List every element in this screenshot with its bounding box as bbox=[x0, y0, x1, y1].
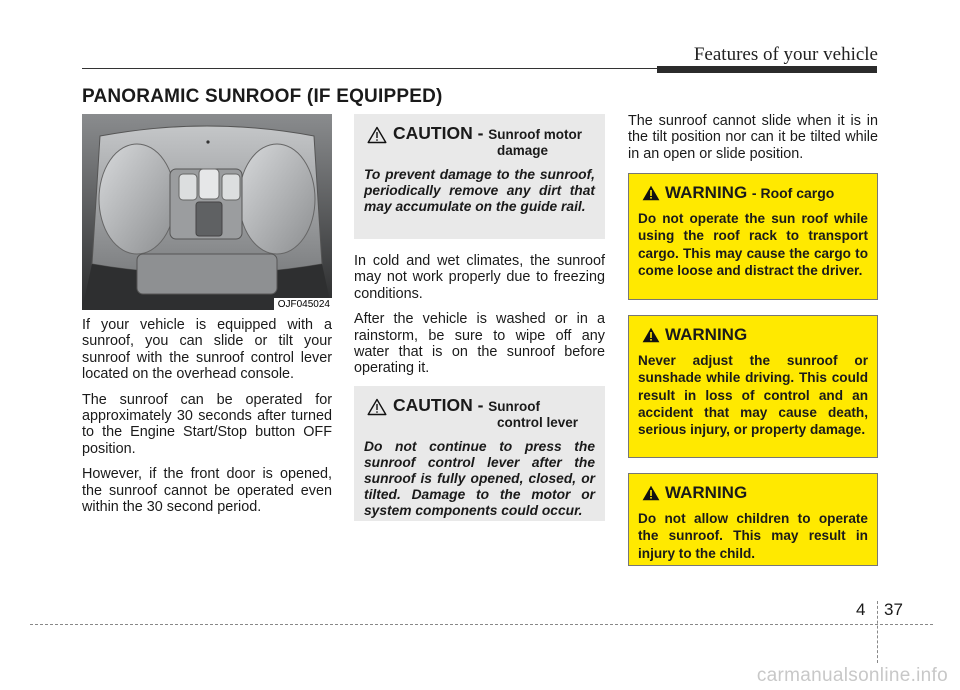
warning-triangle-icon bbox=[642, 185, 660, 201]
caution-label: CAUTION - bbox=[393, 123, 484, 143]
column-3-text bbox=[628, 113, 878, 171]
paragraph: The sunroof cannot slide when it is in the tilt position nor can it be tilted while in an open or slide position. bbox=[628, 113, 878, 162]
paragraph: After the vehicle is washed or in a rainstorm, be sure to wipe off any water that is on the sunroof before operating it. bbox=[354, 311, 605, 377]
warning-title bbox=[665, 183, 834, 203]
paragraph: However, if the front door is opened, the sunroof cannot be operated even within the 30 second period. bbox=[82, 466, 332, 516]
caution-label: CAUTION - bbox=[393, 395, 484, 415]
footer-rule bbox=[30, 624, 933, 625]
warning-label: WARNING bbox=[665, 183, 748, 202]
figure-code: OJF045024 bbox=[274, 298, 332, 310]
caution-title bbox=[393, 124, 582, 144]
warning-subtitle: - Roof cargo bbox=[751, 185, 835, 201]
chapter-number: 4 bbox=[856, 600, 866, 619]
column-1-text bbox=[82, 317, 332, 524]
warning-body: Do not operate the sun roof while using the roof rack to transport cargo. This may cause the cargo to come loose and distract the driver. bbox=[638, 211, 868, 278]
column-2-text bbox=[354, 253, 605, 386]
warning-header bbox=[637, 483, 868, 503]
overhead-console-illustration bbox=[82, 114, 332, 310]
caution-triangle-icon bbox=[367, 398, 387, 416]
overhead-console-photo bbox=[82, 114, 332, 310]
caution-header bbox=[363, 396, 595, 416]
footer-divider bbox=[877, 601, 878, 663]
caution-box-motor-damage bbox=[354, 114, 605, 239]
caution-title bbox=[393, 396, 540, 416]
header-bar bbox=[657, 66, 877, 73]
caution-body: Do not continue to press the sunroof control lever after the sunroof is fully opened, closed, or tilted. Damage to the motor or system components could occur. bbox=[364, 439, 595, 518]
caution-box-control-lever bbox=[354, 386, 605, 521]
warning-header bbox=[637, 325, 868, 345]
section-title: PANORAMIC SUNROOF (IF EQUIPPED) bbox=[82, 86, 443, 107]
warning-triangle-icon bbox=[642, 485, 660, 501]
caution-header bbox=[363, 124, 595, 144]
warning-box-driving-adjust bbox=[628, 315, 878, 458]
caution-subtitle-continued: damage bbox=[497, 143, 549, 158]
warning-triangle-icon bbox=[642, 327, 660, 343]
paragraph: If your vehicle is equipped with a sunroof, you can slide or tilt your sunroof with the sunroof control lever located on the overhead console. bbox=[82, 317, 332, 383]
caution-subtitle: Sunroof bbox=[488, 399, 541, 414]
warning-title: WARNING bbox=[665, 483, 748, 502]
watermark: carmanualsonline.info bbox=[756, 665, 948, 686]
caution-triangle-icon bbox=[367, 126, 387, 144]
warning-box-roof-cargo bbox=[628, 173, 878, 300]
caution-body: To prevent damage to the sunroof, periodically remove any dirt that may accumulate on the guide rail. bbox=[364, 167, 595, 214]
warning-header bbox=[637, 183, 868, 203]
warning-body: Do not allow children to operate the sunroof. This may result in injury to the child. bbox=[638, 511, 868, 561]
warning-title: WARNING bbox=[665, 325, 748, 344]
warning-box-children bbox=[628, 473, 878, 566]
header-title: Features of your vehicle bbox=[693, 44, 878, 65]
caution-subtitle: Sunroof motor bbox=[488, 127, 583, 142]
page-number: 37 bbox=[884, 600, 903, 619]
caution-subtitle-continued: control lever bbox=[497, 415, 579, 430]
warning-body: Never adjust the sunroof or sunshade while driving. This could result in loss of control and an accident that may cause death, serious injury, or property damage. bbox=[638, 353, 868, 438]
paragraph: In cold and wet climates, the sunroof may not work properly due to freezing conditions. bbox=[354, 253, 605, 302]
paragraph: The sunroof can be operated for approximately 30 seconds after turned to the Engine Start/Stop button OFF position. bbox=[82, 391, 332, 457]
